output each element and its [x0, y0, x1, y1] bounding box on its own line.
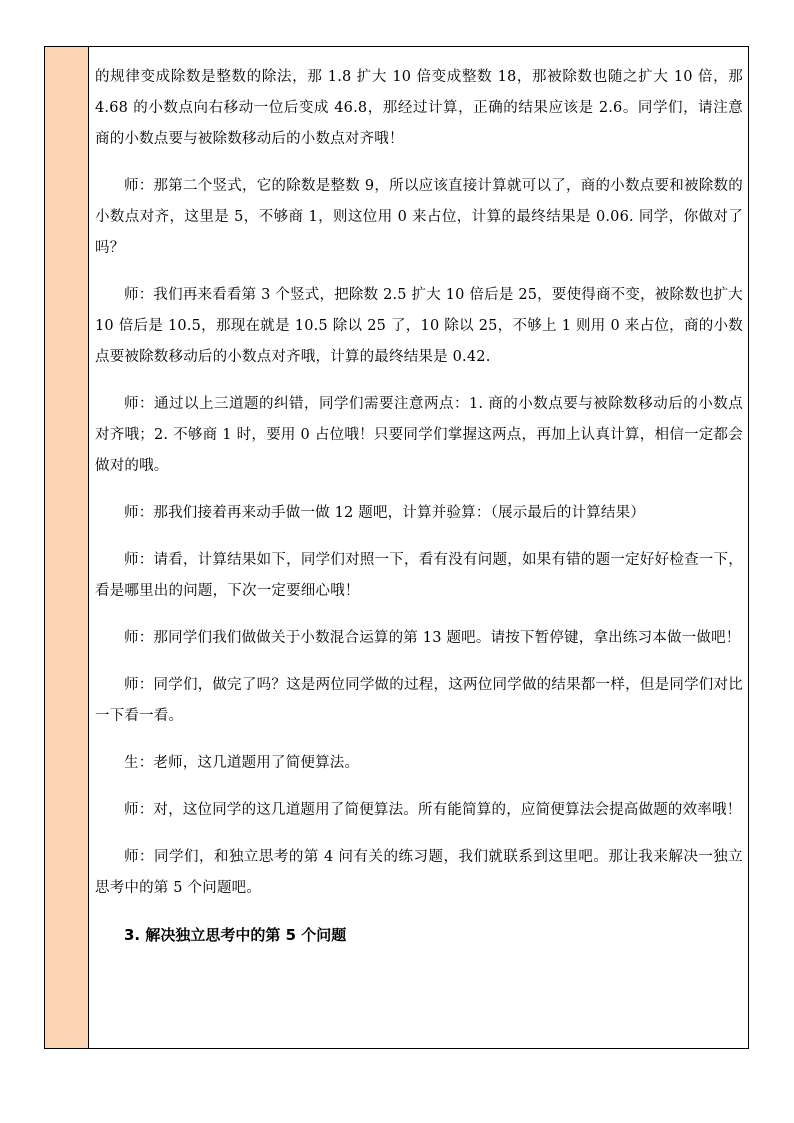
paragraph-student-reply: 生：老师，这几道题用了简便算法。 — [124, 755, 360, 771]
paragraph-summary: 师：通过以上三道题的纠错，同学们需要注意两点：1. 商的小数点要与被除数移动后的小数点对齐哦；2. 不够商 1 时，要用 0 占位哦！只要同学们掌握这两点，再加上认真计算，相信一定都会做对的哦。 — [95, 396, 743, 474]
paragraph-teacher-reply: 师：对，这位同学的这几道题用了简便算法。所有能简算的，应简便算法会提高做题的效率哦！ — [124, 802, 742, 818]
paragraph-transition: 师：同学们，和独立思考的第 4 问有关的练习题，我们就联系到这里吧。那让我来解决一独立思考中的第 5 个问题吧。 — [95, 849, 743, 896]
paragraph-second-equation: 师：那第二个竖式，它的除数是整数 9，所以应该直接计算就可以了，商的小数点要和被除数的小数点对齐，这里是 5，不够商 1，则这位用 0 来占位，计算的最终结果是 0.06. 同学，你做对了吗？ — [95, 178, 743, 256]
paragraph-exercise-13: 师：那同学们我们做做关于小数混合运算的第 13 题吧。请按下暂停键，拿出练习本做一做吧！ — [124, 630, 741, 646]
paragraph-third-equation: 师：我们再来看看第 3 个竖式，把除数 2.5 扩大 10 倍后是 25，要使得商不变，被除数也扩大 10 倍后是 10.5，那现在就是 10.5 除以 25 了，10 除以 25，不够上 1 则用 0 来占位，商的小数点要被除数移动后的小数点对齐哦，计算的最终结果是 0.42. — [95, 287, 743, 365]
paragraph-continued: 的规律变成除数是整数的除法，那 1.8 扩大 10 倍变成整数 18，那被除数也随之扩大 10 倍，那 4.68 的小数点向右移动一位后变成 46.8，那经过计算，正确的结果应该是 2.6。同学们，请注意商的小数点要与被除数移动后的小数点对齐哦！ — [95, 69, 743, 147]
paragraph-exercise-12: 师：那我们接着再来动手做一做 12 题吧，计算并验算：（展示最后的计算结果） — [124, 505, 646, 521]
content-cell — [90, 47, 748, 1048]
side-column-cell — [45, 47, 89, 1048]
paragraph-check-results: 师：请看，计算结果如下，同学们对照一下，看有没有问题，如果有错的题一定好好检查一下，看是哪里出的问题，下次一定要细心哦！ — [95, 552, 743, 599]
lesson-table — [44, 46, 749, 1049]
section-heading: 3. 解决独立思考中的第 5 个问题 — [124, 926, 347, 944]
paragraph-compare: 师：同学们，做完了吗？这是两位同学做的过程，这两位同学做的结果都一样，但是同学们对比一下看一看。 — [95, 677, 743, 724]
